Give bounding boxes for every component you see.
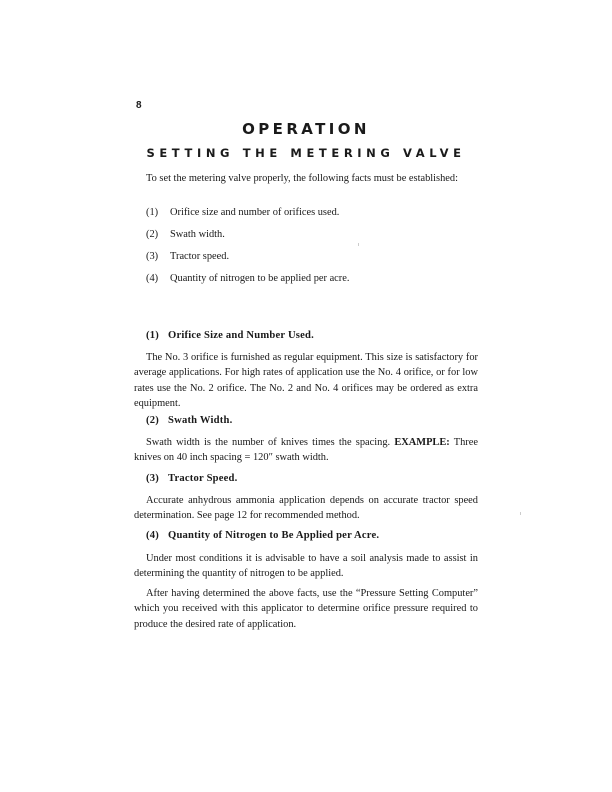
fact-number: (2) — [146, 229, 159, 240]
section-paragraph-text: Swath width is the number of knives times the spacing. — [146, 437, 391, 448]
section-subtitle: SETTING THE METERING VALVE — [146, 146, 466, 160]
section-number: (4) — [146, 530, 159, 541]
section-heading-text: Tractor Speed. — [168, 473, 238, 484]
section-heading-text: Quantity of Nitrogen to Be Applied per Acre. — [168, 530, 380, 541]
section-heading-text: Orifice Size and Number Used. — [168, 330, 314, 341]
fact-item — [146, 272, 349, 286]
fact-item — [146, 250, 229, 264]
section-heading — [146, 473, 238, 484]
intro-paragraph — [134, 171, 478, 186]
section-body — [134, 493, 478, 524]
fact-item — [146, 206, 339, 220]
section-heading-text: Swath Width. — [168, 415, 233, 426]
section-paragraph: After having determined the above facts, use the “Pressure Setting Computer” which you received with this applicator to determine orifice pressure required to produce the desired rate of application. — [134, 588, 478, 630]
example-label: EXAMPLE: — [394, 437, 450, 448]
section-heading — [146, 530, 379, 541]
fact-number: (3) — [146, 251, 159, 262]
section-paragraph: Under most conditions it is advisable to have a soil analysis made to assist in determining the quantity of nitrogen to be applied. — [134, 553, 478, 580]
page-number: 8 — [136, 100, 142, 111]
section-paragraph: The No. 3 orifice is furnished as regular equipment. This size is satisfactory for average applications. For high rates of application use the No. 4 orifice, or for low rates use the No. 2 orifice. The No. 2 and No. 4 orifices may be ordered as extra equipment. — [134, 352, 478, 410]
section-heading — [146, 415, 232, 426]
fact-item — [146, 228, 225, 242]
section-body — [134, 551, 478, 582]
fact-text: Orifice size and number of orifices used. — [170, 207, 340, 218]
fact-text: Quantity of nitrogen to be applied per acre. — [170, 273, 350, 284]
section-paragraph: Accurate anhydrous ammonia application depends on accurate tractor speed determination. See page 12 for recommended method. — [134, 495, 478, 522]
section-number: (2) — [146, 415, 159, 426]
fact-number: (4) — [146, 273, 159, 284]
section-body — [134, 586, 478, 632]
section-number: (1) — [146, 330, 159, 341]
section-paragraph — [134, 435, 478, 466]
example-text: Three knives on 40 inch spacing = 120″ swath width. — [134, 437, 478, 464]
fact-number: (1) — [146, 207, 159, 218]
section-number: (3) — [146, 473, 159, 484]
section-body — [134, 435, 478, 466]
page-title: OPERATION — [242, 120, 370, 138]
fact-text: Swath width. — [170, 229, 225, 240]
paper-speck — [520, 512, 521, 515]
section-body — [134, 350, 478, 412]
section-heading — [146, 330, 314, 341]
intro-text: To set the metering valve properly, the following facts must be established: — [146, 173, 458, 184]
paper-speck — [358, 243, 359, 246]
fact-text: Tractor speed. — [170, 251, 230, 262]
